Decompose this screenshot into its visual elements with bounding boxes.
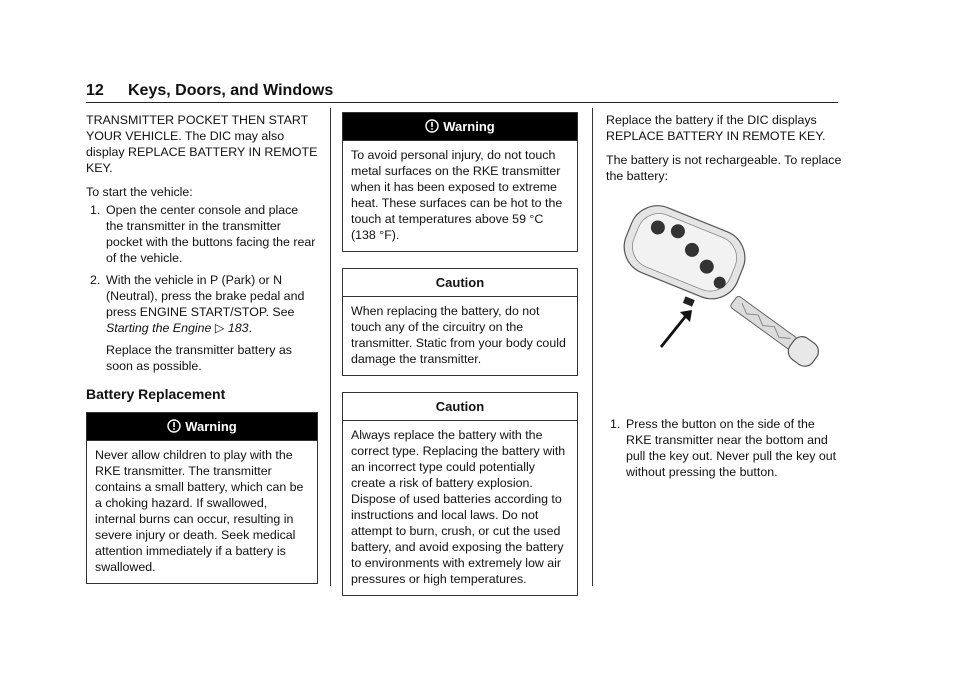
list-item: 2. With the vehicle in P (Park) or N (Neutral), press the brake pedal and press ENGINE START/STOP. See Starting the Engine ▷ 183. Replace the transmitter battery as soon as possible. [86,272,318,374]
warning-title: Warning [343,113,577,141]
start-lead: To start the vehicle: [86,185,193,199]
chapter-title: Keys, Doors, and Windows [128,82,334,99]
column-divider [330,108,331,586]
caution-box [342,268,578,376]
page-ref[interactable]: 183 [227,321,249,335]
warning-box [86,412,318,584]
column-right [606,112,842,486]
column-divider [592,108,593,586]
caution-box [342,392,578,596]
remote-key-illustration [606,198,842,398]
page-header [86,80,838,103]
page-number: 12 [86,82,104,99]
list-item: 1. Press the button on the side of the RKE transmitter near the bottom and pull the key out. Never pull the key out without pressing the button. [610,417,837,479]
caution-text: When replacing the battery, do not touch any of the circuitry on the transmitter. Static from your body could damage the transmitter. [351,304,566,366]
paragraph: The battery is not rechargeable. To replace the battery: [606,153,842,183]
list-item: 1. Open the center console and place the transmitter in the transmitter pocket with the buttons facing the rear of the vehicle. [90,203,316,265]
warning-text: Never allow children to play with the RKE transmitter. The transmitter contains a small battery, which can be a choking hazard. If swallowed, internal burns can occur, resulting in severe injury or death. Seek medical attention immediately if a battery is swallowed. [95,448,304,574]
warning-icon [167,419,181,433]
intro-paragraph: TRANSMITTER POCKET THEN START YOUR VEHICLE. The DIC may also display REPLACE BATTERY IN REMOTE KEY. [86,113,318,175]
warning-box [342,112,578,252]
paragraph: Replace the battery if the DIC displays REPLACE BATTERY IN REMOTE KEY. [606,113,826,143]
caution-title: Caution [343,269,577,297]
column-left [86,112,318,600]
warning-icon [425,119,439,133]
warning-title: Warning [87,413,317,441]
start-steps [86,202,318,374]
battery-steps [606,416,842,480]
column-middle [342,112,578,612]
caution-title: Caution [343,393,577,421]
cross-reference-link[interactable]: Starting the Engine [106,321,212,335]
step-note: Replace the transmitter battery as soon as possible. [106,343,292,373]
warning-text: To avoid personal injury, do not touch metal surfaces on the RKE transmitter when it has been exposed to extreme heat. These surfaces can be hot to the touch at temperatures above 59 °C (138 °F). [351,148,563,242]
caution-text: Always replace the battery with the correct type. Replacing the battery with an incorrect type could potentially create a risk of battery explosion. Dispose of used batteries according to instructions and local laws. Do not attempt to burn, crush, or cut the used battery, and avoid exposing the battery to environments with extremely low air pressures or high temperatures. [351,428,566,586]
section-heading: Battery Replacement [86,386,226,402]
page-ref-icon: ▷ [214,321,225,335]
